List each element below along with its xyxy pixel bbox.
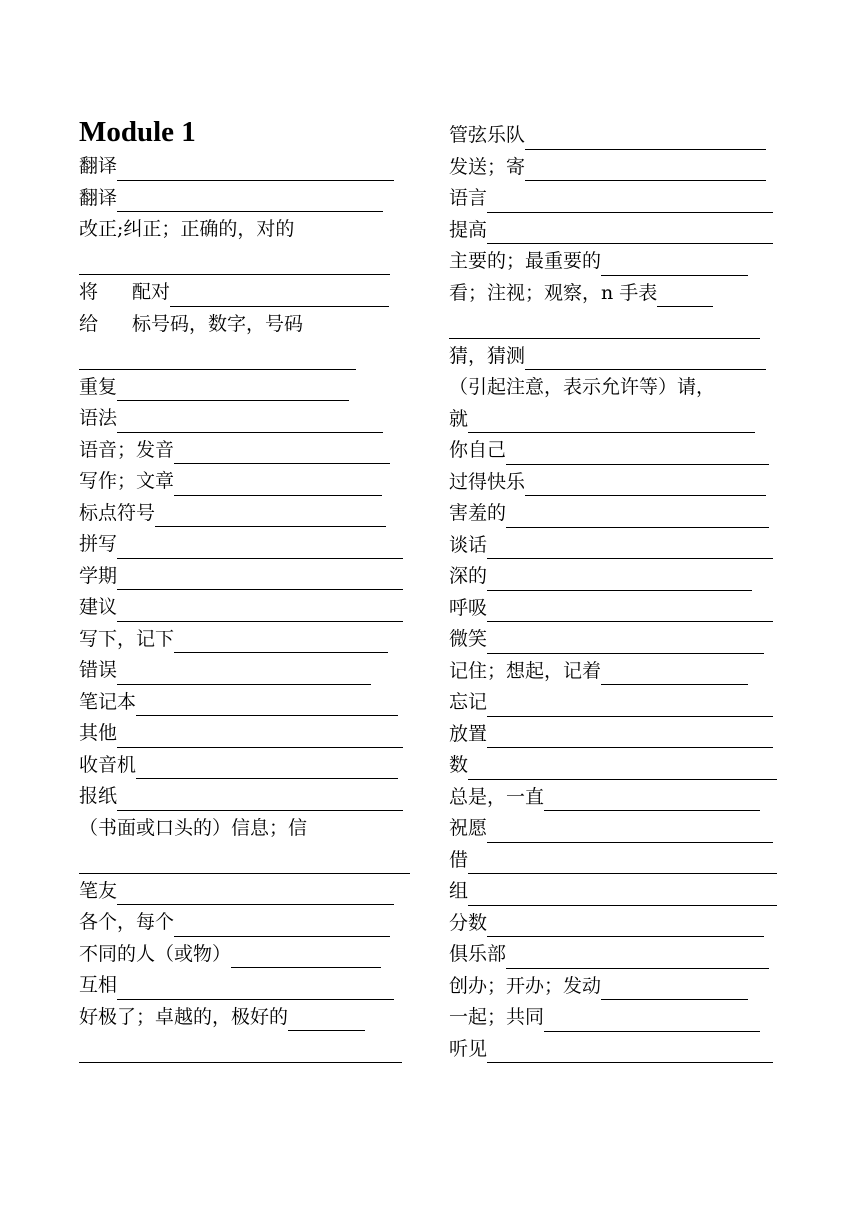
answer-blank[interactable] bbox=[468, 431, 755, 433]
vocab-label: 笔记本 bbox=[79, 690, 137, 713]
vocab-label: 俱乐部 bbox=[449, 943, 507, 965]
vocab-label: 语法 bbox=[79, 407, 118, 429]
vocab-label: 你自己 bbox=[449, 439, 507, 461]
answer-blank[interactable] bbox=[117, 746, 403, 748]
vocab-label: 好极了；卓越的，极好的 bbox=[79, 1005, 289, 1028]
vocab-label: 写作；文章 bbox=[79, 470, 175, 492]
vocab-row bbox=[79, 1037, 424, 1069]
vocab-row bbox=[449, 502, 794, 534]
answer-blank[interactable] bbox=[117, 210, 383, 212]
answer-blank[interactable] bbox=[487, 589, 752, 591]
vocab-row bbox=[79, 376, 424, 408]
answer-blank[interactable] bbox=[487, 211, 773, 213]
vocab-label: （引起注意，表示允许等）请， bbox=[449, 376, 716, 398]
answer-blank[interactable] bbox=[601, 683, 748, 685]
answer-blank[interactable] bbox=[79, 368, 356, 370]
vocab-label: 看；注视；观察，n 手表 bbox=[449, 281, 658, 304]
vocab-row bbox=[449, 660, 794, 692]
vocab-label: 管弦乐队 bbox=[449, 124, 526, 146]
vocab-label: 将 bbox=[79, 281, 99, 303]
vocab-label: 语音；发音 bbox=[79, 438, 175, 461]
answer-blank[interactable] bbox=[170, 305, 389, 307]
answer-blank[interactable] bbox=[231, 966, 381, 968]
vocab-label: 学期 bbox=[79, 564, 118, 587]
vocab-label: 呼吸 bbox=[449, 596, 488, 619]
answer-blank[interactable] bbox=[79, 273, 390, 275]
answer-blank[interactable] bbox=[506, 463, 769, 465]
vocab-row bbox=[449, 849, 794, 881]
vocab-row bbox=[449, 786, 794, 818]
vocab-label: 报纸 bbox=[79, 785, 118, 807]
left-column bbox=[79, 108, 424, 1069]
answer-blank[interactable] bbox=[117, 683, 371, 685]
vocab-row bbox=[79, 817, 424, 849]
vocab-label: 记住；想起，记着 bbox=[449, 659, 602, 682]
vocab-label: 借 bbox=[449, 848, 469, 871]
vocab-row bbox=[449, 817, 794, 849]
answer-blank[interactable] bbox=[117, 809, 403, 811]
answer-blank[interactable] bbox=[487, 1061, 773, 1063]
vocab-row bbox=[79, 502, 424, 534]
vocab-row bbox=[449, 691, 794, 723]
vocab-row bbox=[449, 282, 794, 314]
vocab-label: 谈话 bbox=[449, 533, 488, 556]
vocab-label: 创办；开办；发动 bbox=[449, 974, 602, 997]
answer-blank[interactable] bbox=[117, 399, 349, 401]
answer-blank[interactable] bbox=[487, 841, 773, 843]
vocab-row bbox=[79, 155, 424, 187]
vocab-label: 翻译 bbox=[79, 155, 118, 177]
vocab-row bbox=[449, 723, 794, 755]
answer-blank[interactable] bbox=[468, 778, 777, 780]
answer-blank[interactable] bbox=[136, 714, 398, 716]
vocab-row bbox=[79, 344, 424, 376]
answer-blank[interactable] bbox=[79, 1061, 402, 1063]
vocab-label: 语言 bbox=[449, 187, 488, 209]
vocab-label: 听见 bbox=[449, 1037, 488, 1060]
vocab-label: 配对 bbox=[132, 281, 171, 303]
vocab-label: 建议 bbox=[79, 596, 118, 618]
answer-blank[interactable] bbox=[487, 715, 773, 717]
answer-blank[interactable] bbox=[468, 904, 777, 906]
answer-blank[interactable] bbox=[117, 557, 403, 559]
vocab-label: 收音机 bbox=[79, 753, 137, 776]
vocab-label: 笔友 bbox=[79, 879, 118, 902]
vocab-row bbox=[79, 691, 424, 723]
vocab-label: 放置 bbox=[449, 722, 488, 745]
answer-blank[interactable] bbox=[174, 494, 382, 496]
vocab-label: 过得快乐 bbox=[449, 470, 526, 493]
vocab-row bbox=[79, 565, 424, 597]
vocab-label: 猜，猜测 bbox=[449, 344, 526, 367]
vocab-row bbox=[79, 533, 424, 565]
answer-blank[interactable] bbox=[544, 1030, 760, 1032]
answer-blank[interactable] bbox=[117, 620, 403, 622]
answer-blank[interactable] bbox=[117, 588, 403, 590]
vocab-label: 分数 bbox=[449, 911, 488, 934]
vocab-label: 拼写 bbox=[79, 533, 118, 555]
vocab-row bbox=[449, 597, 794, 629]
answer-blank[interactable] bbox=[525, 179, 766, 181]
vocab-label: 给 bbox=[79, 312, 99, 335]
vocab-row bbox=[449, 534, 794, 566]
vocab-label: 组 bbox=[449, 880, 469, 902]
vocab-row bbox=[449, 187, 794, 219]
answer-blank[interactable] bbox=[136, 777, 398, 779]
vocab-row bbox=[449, 376, 794, 408]
vocab-label: 就 bbox=[449, 407, 469, 430]
answer-blank[interactable] bbox=[601, 274, 748, 276]
answer-blank[interactable] bbox=[468, 872, 777, 874]
vocab-label: 一起；共同 bbox=[449, 1006, 545, 1028]
vocab-label: 翻译 bbox=[79, 186, 118, 209]
vocab-label: 提高 bbox=[449, 218, 488, 241]
vocab-row bbox=[449, 880, 794, 912]
vocab-label: 标号码，数字，号码 bbox=[132, 312, 304, 335]
vocab-row bbox=[449, 156, 794, 188]
answer-blank[interactable] bbox=[117, 431, 383, 433]
vocab-row bbox=[79, 313, 424, 345]
vocab-label: 微笑 bbox=[449, 628, 488, 650]
answer-blank[interactable] bbox=[117, 998, 394, 1000]
answer-blank[interactable] bbox=[601, 998, 748, 1000]
answer-blank[interactable] bbox=[487, 935, 764, 937]
answer-blank[interactable] bbox=[506, 967, 769, 969]
answer-blank[interactable] bbox=[487, 652, 764, 654]
answer-blank[interactable] bbox=[487, 620, 773, 622]
answer-blank[interactable] bbox=[288, 1029, 365, 1031]
vocab-label: 不同的人（或物） bbox=[79, 942, 232, 965]
answer-blank[interactable] bbox=[487, 557, 773, 559]
vocab-label: 祝愿 bbox=[449, 817, 488, 839]
vocab-label: 害羞的 bbox=[449, 502, 507, 524]
vocab-row bbox=[79, 1006, 424, 1038]
answer-blank[interactable] bbox=[525, 148, 766, 150]
vocab-row bbox=[79, 848, 424, 880]
vocab-row bbox=[79, 754, 424, 786]
answer-blank[interactable] bbox=[544, 809, 760, 811]
vocab-label: 写下，记下 bbox=[79, 627, 175, 650]
answer-blank[interactable] bbox=[449, 337, 760, 339]
answer-blank[interactable] bbox=[117, 903, 394, 905]
vocab-row bbox=[449, 1006, 794, 1038]
answer-blank[interactable] bbox=[155, 525, 386, 527]
vocab-row bbox=[449, 1038, 794, 1070]
vocab-row bbox=[79, 218, 424, 250]
vocab-label: 其他 bbox=[79, 722, 118, 744]
vocab-label: （书面或口头的）信息；信 bbox=[79, 816, 308, 839]
answer-blank[interactable] bbox=[174, 935, 390, 937]
vocab-row bbox=[79, 628, 424, 660]
vocab-label: 总是，一直 bbox=[449, 785, 545, 808]
answer-blank[interactable] bbox=[525, 368, 766, 370]
vocab-label: 重复 bbox=[79, 375, 118, 398]
answer-blank[interactable] bbox=[174, 651, 388, 653]
vocab-label: 改正;纠正；正确的，对的 bbox=[79, 218, 295, 240]
vocab-label: 错误 bbox=[79, 659, 118, 681]
vocab-label: 发送；寄 bbox=[449, 155, 526, 178]
vocab-label: 忘记 bbox=[449, 691, 488, 713]
page-title: Module 1 bbox=[79, 116, 196, 148]
answer-blank[interactable] bbox=[506, 526, 769, 528]
vocab-row bbox=[79, 250, 424, 282]
answer-blank[interactable] bbox=[174, 462, 390, 464]
vocab-label: 互相 bbox=[79, 974, 118, 996]
answer-blank[interactable] bbox=[487, 242, 773, 244]
answer-blank[interactable] bbox=[117, 179, 394, 181]
vocab-label: 深的 bbox=[449, 565, 488, 587]
vocab-label: 标点符号 bbox=[79, 501, 156, 524]
right-column bbox=[449, 124, 794, 1069]
vocab-label: 各个，每个 bbox=[79, 911, 175, 933]
answer-blank[interactable] bbox=[79, 872, 410, 874]
vocab-row bbox=[79, 943, 424, 975]
vocab-label: 主要的；最重要的 bbox=[449, 250, 602, 272]
vocab-row bbox=[449, 565, 794, 597]
vocab-label: 数 bbox=[449, 754, 469, 776]
answer-blank[interactable] bbox=[525, 494, 766, 496]
answer-blank[interactable] bbox=[487, 746, 773, 748]
answer-blank[interactable] bbox=[657, 305, 713, 307]
